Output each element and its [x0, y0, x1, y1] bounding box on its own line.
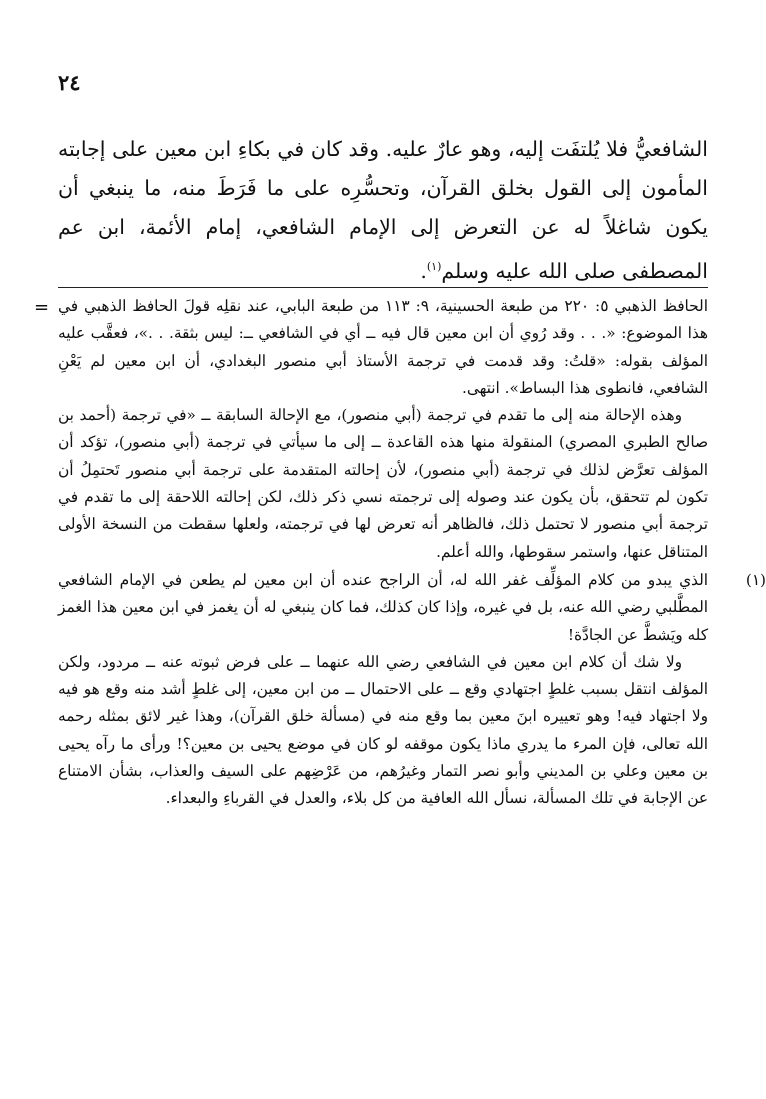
continuation-mark: = — [34, 297, 50, 318]
main-paragraph-end: . — [420, 258, 427, 283]
footnotes-section — [58, 293, 766, 813]
footnote-continued: الحافظ الذهبي ٥: ٢٢٠ من طبعة الحسينية، ٩: ١١٣ من طبعة البابي، عند نقلِه قولَ الحافظ الذهبي في هذا الموضوع: «. . . وقد رُوي أن ابن معين قال فيه ــ أي في الشافعي ــ: ليس بثقة. . .»، فعقَّب عليه المؤلف بقوله: «قلتُ: وقد قدمت في ترجمة الأستاذ أبي منصور البغدادي، أن ابن معين لم يَعْنِ الشافعي، فانطوى هذا البساط». انتهى. — [58, 297, 708, 397]
page-number: ٢٤ — [58, 70, 81, 95]
footnote-paragraph-2: ولا شك أن كلام ابن معين في الشافعي رضي الله عنهما ــ على فرض ثبوته عنه ــ مردود، ولكن المؤلف انتقل بسبب غلطٍ اجتهادي وقع ــ على الاحتمال ــ من ابن معين، إلى غلطٍ أشد منه وقع هو فيه ولا اجتهاد فيه! وهو تعييره ابنَ معين بما وقع منه في (مسألة خلق القرآن)، وهذا غير لائق بمثله رحمه الله تعالى، فإن المرء ما يدري ماذا يكون موقفه لو كان في موضع يحيى بن معين؟! ورأى ما رآه يحيى بن معين وعلي بن المديني وأبو نصر التمار وغيرُهم، من عَرْضِهم على السيف والعذاب، بشأن الامتناع عن الإجابة في تلك المسألة، نسأل الله العافية من كل بلاء، والعدل في القرباءِ والبعداء. — [58, 652, 708, 808]
main-body-text — [58, 130, 708, 291]
footnote-paragraph: وهذه الإحالة منه إلى ما تقدم في ترجمة (أبي منصور)، مع الإحالة السابقة ــ «في ترجمة (أحمد بن صالح الطبري المصري) المنقولة منها هذه القاعدة ــ إلى ما سيأتي في ترجمة (أبي منصور)، تؤكد أن المؤلف تعرَّض لذلك في ترجمة (أبي منصور)، لأن إحالته المتقدمة على ترجمة أبي منصور تَحتمِلُ أن تكون لم تتحقق، بأن يكون عند وصوله إلى ترجمته نسي ذكر ذلك، لكن إحالته اللاحقة إلى ما تقدم في ترجمة أبي منصور لا تحتمل ذلك، فالظاهر أنه تعرض لها في ترجمته، ولعلها سقطت من النسخة الأولى المتناقل عنها، واستمر سقوطها، والله أعلم. — [58, 406, 708, 561]
footnote-reference[interactable]: (١) — [426, 260, 442, 273]
footnote-1 — [58, 567, 766, 649]
footnote-separator — [58, 287, 708, 288]
footnote-number: (١) — [745, 570, 766, 589]
main-paragraph: الشافعيُّ فلا يُلتفَت إليه، وهو عارٌ عليه. وقد كان في بكاءِ ابن معين على إجابته المأمون إلى القول بخلق القرآن، وتحسُّرِه على ما فَرَطَ منه، ما ينبغي أن يكون شاغلاً له عن التعرض إلى الإمام الشافعي، إمام الأئمة، ابن عم المصطفى صلى الله عليه وسلم — [58, 137, 708, 283]
footnote-text: الذي يبدو من كلام المؤلِّف غفر الله له، أن الراجح عنده أن ابن معين لم يطعن في الإمام الشافعي المطَّلبي رضي الله عنه، بل في غيره، وإذا كان كذلك، فما كان ينبغي له أن يغمز في ابن معين هذا الغمز كله ويَشطَّ عن الجادَّة! — [58, 570, 708, 644]
